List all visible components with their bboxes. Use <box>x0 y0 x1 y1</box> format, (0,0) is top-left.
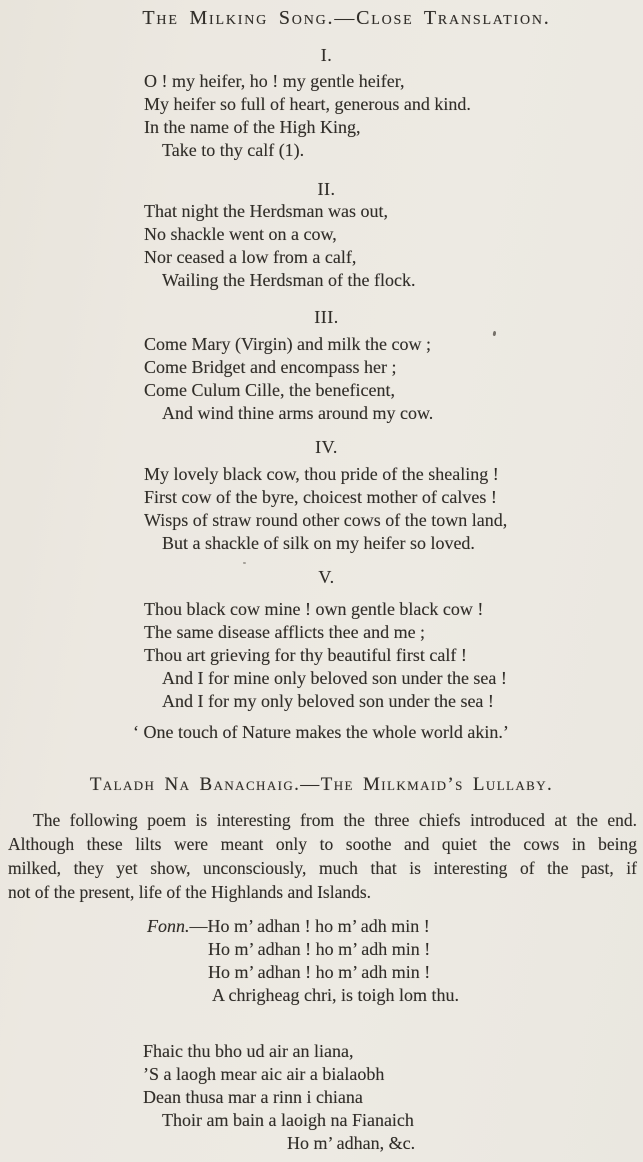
stanza-line: Come Culum Cille, the beneficent, <box>144 380 395 400</box>
stanza-numeral-4: IV. <box>315 437 338 457</box>
stanza-line: My heifer so full of heart, generous and kind. <box>144 94 471 114</box>
stanza-line: Thou art grieving for thy beautiful first calf ! <box>144 645 467 665</box>
stanza-3 <box>144 333 433 425</box>
stanza-1 <box>144 70 471 162</box>
stanza-line: In the name of the High King, <box>144 117 361 137</box>
verse-line: Thoir am bain a laoigh na Fianaich <box>162 1110 414 1130</box>
fonn-line: Ho m’ adhan ! ho m’ adh min ! <box>208 939 431 959</box>
stanza-line: But a shackle of silk on my heifer so loved. <box>162 533 475 553</box>
paragraph-line: milked, they yet show, unconsciously, much that is interesting of the past, if <box>8 858 637 878</box>
verse-line: Ho m’ adhan, &c. <box>287 1133 416 1153</box>
page-title: The Milking Song.—Close Translation. <box>142 7 551 29</box>
stanza-5 <box>144 598 507 713</box>
stanza-line: My lovely black cow, thou pride of the shealing ! <box>144 464 499 484</box>
stanza-numeral-3: III. <box>314 307 339 327</box>
stanza-line: Come Mary (Virgin) and milk the cow ; <box>144 334 432 354</box>
stanza-line: Come Bridget and encompass her ; <box>144 357 397 377</box>
ink-speck <box>243 562 246 564</box>
fonn-refrain <box>147 915 459 1007</box>
stanza-line: And wind thine arms around my cow. <box>162 403 434 423</box>
intro-paragraph <box>8 808 637 904</box>
stanza-line: And I for mine only beloved son under the sea ! <box>162 668 507 688</box>
stanza-numeral-2: II. <box>317 179 336 199</box>
stanza-line: No shackle went on a cow, <box>144 224 337 244</box>
epigraph-quote: ‘ One touch of Nature makes the whole world akin.’ <box>133 722 509 742</box>
fonn-label: Fonn. <box>147 916 190 936</box>
stanza-4 <box>144 463 507 555</box>
stanza-line: O ! my heifer, ho ! my gentle heifer, <box>144 71 405 91</box>
paragraph-line: not of the present, life of the Highlands and Islands. <box>8 882 372 902</box>
fonn-line <box>147 915 459 938</box>
stanza-line: That night the Herdsman was out, <box>144 201 388 221</box>
stanza-line: The same disease afflicts thee and me ; <box>144 622 426 642</box>
stanza-line: Nor ceased a low from a calf, <box>144 247 357 267</box>
paragraph-line: Although these lilts were meant only to soothe and quiet the cows in being <box>8 834 637 854</box>
gaelic-verse <box>143 1040 415 1155</box>
stanza-line: Wailing the Herdsman of the flock. <box>162 270 416 290</box>
ink-speck <box>493 331 497 337</box>
stanza-2 <box>144 200 415 292</box>
stanza-line: First cow of the byre, choicest mother of calves ! <box>144 487 497 507</box>
fonn-line-text: —Ho m’ adhan ! ho m’ adh min ! <box>189 916 430 936</box>
paragraph-line: The following poem is interesting from the three chiefs introduced at the end. <box>33 810 637 830</box>
stanza-line: Thou black cow mine ! own gentle black cow ! <box>144 599 484 619</box>
fonn-line: A chrigheag chri, is toigh lom thu. <box>212 985 459 1005</box>
stanza-line: And I for my only beloved son under the sea ! <box>162 691 494 711</box>
stanza-line: Take to thy calf (1). <box>162 140 305 160</box>
verse-line: Dean thusa mar a rinn i chiana <box>143 1087 363 1107</box>
verse-line: Fhaic thu bho ud air an liana, <box>143 1041 354 1061</box>
stanza-line: Wisps of straw round other cows of the town land, <box>144 510 508 530</box>
verse-line: ’S a laogh mear aic air a bialaobh <box>143 1064 385 1084</box>
stanza-numeral-1: I. <box>320 45 333 65</box>
fonn-line: Ho m’ adhan ! ho m’ adh min ! <box>208 962 431 982</box>
section-heading: Taladh Na Banachaig.—The Milkmaid’s Lullaby. <box>89 774 554 795</box>
stanza-numeral-5: V. <box>318 567 335 587</box>
